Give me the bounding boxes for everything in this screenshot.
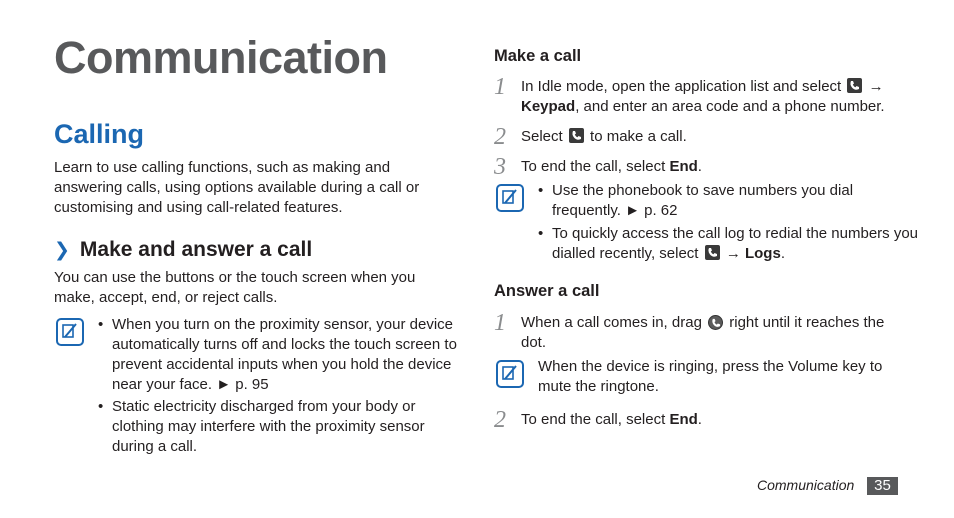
phone-icon (569, 128, 584, 143)
drag-handle-icon (708, 315, 723, 330)
step-text (521, 157, 906, 177)
bold-term: Keypad (521, 98, 576, 115)
chevron-right-icon: ❯ (54, 240, 70, 261)
step-text-part: When a call comes in, drag (521, 314, 702, 331)
chapter-title: Communication (54, 32, 388, 83)
step-text (521, 77, 906, 117)
subsection-title: Make and answer a call (79, 238, 313, 261)
section-title: Calling (54, 119, 145, 149)
bold-term: End (669, 411, 698, 428)
note-text: When you turn on the proximity sensor, your device automatically turns off and locks the touch screen to prevent accidental inputs when you hold the device near your face. ► p. 95 (112, 316, 457, 393)
subsection-heading (54, 238, 312, 262)
step-text-part: In Idle mode, open the application list and select (521, 78, 842, 95)
step-text-part: to make a call. (590, 128, 687, 145)
step-text-part: , and enter an area code and a phone number. (575, 98, 885, 115)
step-number: 2 (494, 407, 506, 433)
bold-term: Logs (744, 245, 781, 262)
list-item (538, 224, 920, 264)
bold-term: End (669, 158, 698, 175)
note-icon (56, 318, 84, 346)
answer-call-heading: Answer a call (494, 282, 600, 300)
bullet-marker: • (538, 225, 544, 242)
section-intro: Learn to use calling functions, such as making and answering calls, using options available during a call or customising and using call-related features. (54, 159, 420, 216)
note-text: When the device is ringing, press the Volume key to mute the ringtone. (538, 358, 883, 395)
note-text: . (780, 245, 785, 262)
list-item (98, 315, 470, 395)
step-number: 1 (494, 74, 506, 100)
list-item (98, 397, 470, 457)
make-call-heading: Make a call (494, 47, 582, 65)
step-text-part: . (697, 411, 702, 428)
step-text-part: right until it reaches the dot. (521, 314, 885, 351)
bullet-marker: • (538, 182, 544, 199)
note-icon (496, 184, 524, 212)
note-text: To quickly access the call log to redial the numbers you dialled recently, select (552, 225, 919, 262)
step-number: 3 (494, 154, 506, 180)
arrow-text: → (725, 245, 741, 262)
subsection-intro: You can use the buttons or the touch screen when you make, accept, end, or reject calls. (54, 269, 416, 306)
phone-icon (847, 78, 862, 93)
note-icon (496, 360, 524, 388)
step-text (521, 127, 906, 147)
bullet-marker: • (98, 398, 104, 415)
arrow-text: → (868, 78, 884, 95)
phone-icon (705, 245, 720, 260)
list-item (538, 181, 920, 221)
step-text-part: . (697, 158, 702, 175)
step-text-part: To end the call, select (521, 411, 666, 428)
step-text (521, 410, 906, 430)
note-text: Static electricity discharged from your body or clothing may interfere with the proximity sensor during a call. (112, 398, 425, 455)
step-text-part: Select (521, 128, 563, 145)
step-number: 1 (494, 310, 506, 336)
page-number: 35 (867, 477, 898, 495)
bullet-marker: • (98, 316, 104, 333)
step-text-part: To end the call, select (521, 158, 666, 175)
step-number: 2 (494, 124, 506, 150)
note-text: Use the phonebook to save numbers you dial frequently. ► p. 62 (552, 182, 854, 219)
footer-chapter-label: Communication (757, 477, 855, 493)
step-text (521, 313, 906, 353)
